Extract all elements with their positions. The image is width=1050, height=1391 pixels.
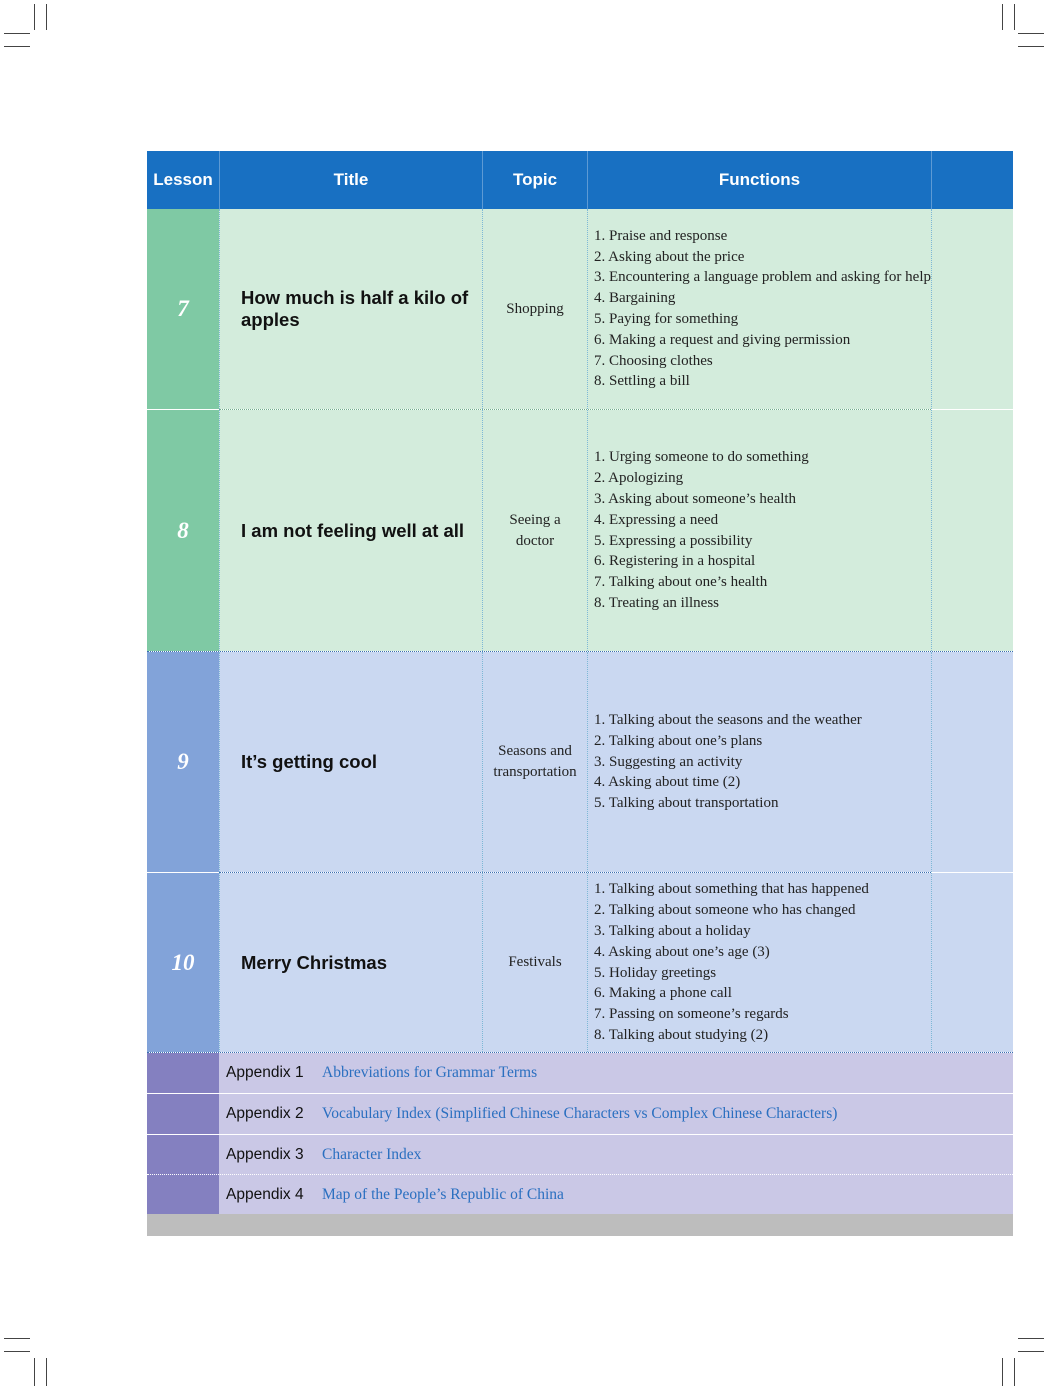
function-item: 1. Urging someone to do something <box>594 449 809 466</box>
functions-list <box>594 226 931 392</box>
appendix-label: Appendix 3 <box>226 1146 304 1163</box>
appendix-row <box>147 1135 1013 1175</box>
crop-mark <box>1014 1358 1015 1386</box>
footer-bar <box>147 1214 1013 1236</box>
appendix-label: Appendix 1 <box>226 1064 304 1081</box>
crop-mark <box>4 46 30 47</box>
function-item: 7. Talking about one’s health <box>594 574 768 591</box>
appendix-title: Vocabulary Index (Simplified Chinese Characters vs Complex Chinese Characters) <box>322 1105 838 1122</box>
function-item: 1. Talking about something that has happened <box>594 881 869 898</box>
function-item: 4. Bargaining <box>594 290 676 307</box>
function-item: 4. Asking about time (2) <box>594 774 741 791</box>
header-topic: Topic <box>482 151 587 209</box>
header-blank <box>931 151 1013 209</box>
lesson-row <box>147 873 1013 1052</box>
function-item: 8. Talking about studying (2) <box>594 1026 769 1043</box>
lesson-functions <box>587 410 931 651</box>
function-item: 4. Expressing a need <box>594 511 719 528</box>
appendix-title: Abbreviations for Grammar Terms <box>322 1064 538 1081</box>
function-item: 3. Asking about someone’s health <box>594 490 797 507</box>
function-item: 2. Apologizing <box>594 470 684 487</box>
functions-list <box>594 447 809 613</box>
function-item: 2. Talking about someone who has changed <box>594 902 856 919</box>
crop-mark <box>1018 1338 1044 1339</box>
appendix-entry <box>219 1053 1013 1093</box>
crop-mark <box>1018 46 1044 47</box>
crop-mark <box>1002 1358 1003 1386</box>
appendix-label: Appendix 2 <box>226 1105 304 1122</box>
lesson-title: It’s getting cool <box>219 652 482 872</box>
crop-mark <box>4 1338 30 1339</box>
function-item: 5. Talking about transportation <box>594 795 779 812</box>
functions-list <box>594 710 862 814</box>
function-item: 4. Asking about one’s age (3) <box>594 943 770 960</box>
lesson-functions <box>587 652 931 872</box>
header-title: Title <box>219 151 482 209</box>
lesson-topic: Festivals <box>482 873 587 1052</box>
lesson-topic: Shopping <box>482 209 587 409</box>
function-item: 1. Praise and response <box>594 227 728 244</box>
lesson-functions <box>587 873 931 1052</box>
lesson-number: 7 <box>147 209 219 409</box>
appendix-entry <box>219 1175 1013 1215</box>
appendix-title: Character Index <box>322 1146 422 1163</box>
crop-mark <box>1018 33 1044 34</box>
header-functions: Functions <box>587 151 931 209</box>
crop-mark <box>46 4 47 30</box>
crop-mark <box>1018 1351 1044 1352</box>
lesson-title: How much is half a kilo of apples <box>219 209 482 409</box>
function-item: 8. Settling a bill <box>594 373 690 390</box>
crop-mark <box>46 1358 47 1386</box>
function-item: 5. Holiday greetings <box>594 964 717 981</box>
function-item: 2. Talking about one’s plans <box>594 732 763 749</box>
crop-mark <box>4 1351 30 1352</box>
lesson-functions <box>587 209 931 409</box>
appendix-marker <box>147 1094 219 1134</box>
function-item: 8. Treating an illness <box>594 594 720 611</box>
appendix-marker <box>147 1135 219 1175</box>
function-item: 5. Paying for something <box>594 311 739 327</box>
function-item: 6. Registering in a hospital <box>594 553 756 570</box>
lesson-row <box>147 652 1013 872</box>
appendix-entry <box>219 1135 1013 1175</box>
blank-cell <box>931 652 1013 872</box>
lesson-title: I am not feeling well at all <box>219 410 482 651</box>
appendix-marker <box>147 1053 219 1093</box>
function-item: 6. Making a phone call <box>594 985 732 1002</box>
function-item: 2. Asking about the price <box>594 248 745 265</box>
function-item: 3. Suggesting an activity <box>594 753 743 770</box>
function-item: 3. Talking about a holiday <box>594 922 751 939</box>
crop-mark <box>34 4 35 30</box>
functions-list <box>594 879 869 1045</box>
lesson-number: 9 <box>147 652 219 872</box>
blank-cell <box>931 209 1013 409</box>
lesson-row <box>147 410 1013 651</box>
appendix-title: Map of the People’s Republic of China <box>322 1186 564 1203</box>
function-item: 6. Making a request and giving permission <box>594 331 851 348</box>
lesson-topic: Seasons and transportation <box>482 652 587 872</box>
appendix-marker <box>147 1175 219 1215</box>
lesson-number: 10 <box>147 873 219 1052</box>
crop-mark <box>4 33 30 34</box>
crop-mark <box>1002 4 1003 30</box>
appendix-row <box>147 1175 1013 1215</box>
header-lesson: Lesson <box>147 151 219 209</box>
blank-cell <box>931 873 1013 1052</box>
function-item: 1. Talking about the seasons and the weather <box>594 712 862 728</box>
lesson-number: 8 <box>147 410 219 651</box>
crop-mark <box>1014 4 1015 30</box>
function-item: 7. Choosing clothes <box>594 352 713 369</box>
crop-mark <box>34 1358 35 1386</box>
lesson-row <box>147 209 1013 409</box>
function-item: 7. Passing on someone’s regards <box>594 1006 789 1023</box>
appendix-entry <box>219 1094 1013 1134</box>
lesson-title: Merry Christmas <box>219 873 482 1052</box>
appendix-row <box>147 1053 1013 1093</box>
blank-cell <box>931 410 1013 651</box>
function-item: 5. Expressing a possibility <box>594 532 753 549</box>
function-item: 3. Encountering a language problem and asking for help <box>594 269 931 286</box>
appendix-row <box>147 1094 1013 1134</box>
lesson-topic: Seeing a doctor <box>482 410 587 651</box>
appendix-label: Appendix 4 <box>226 1186 304 1203</box>
